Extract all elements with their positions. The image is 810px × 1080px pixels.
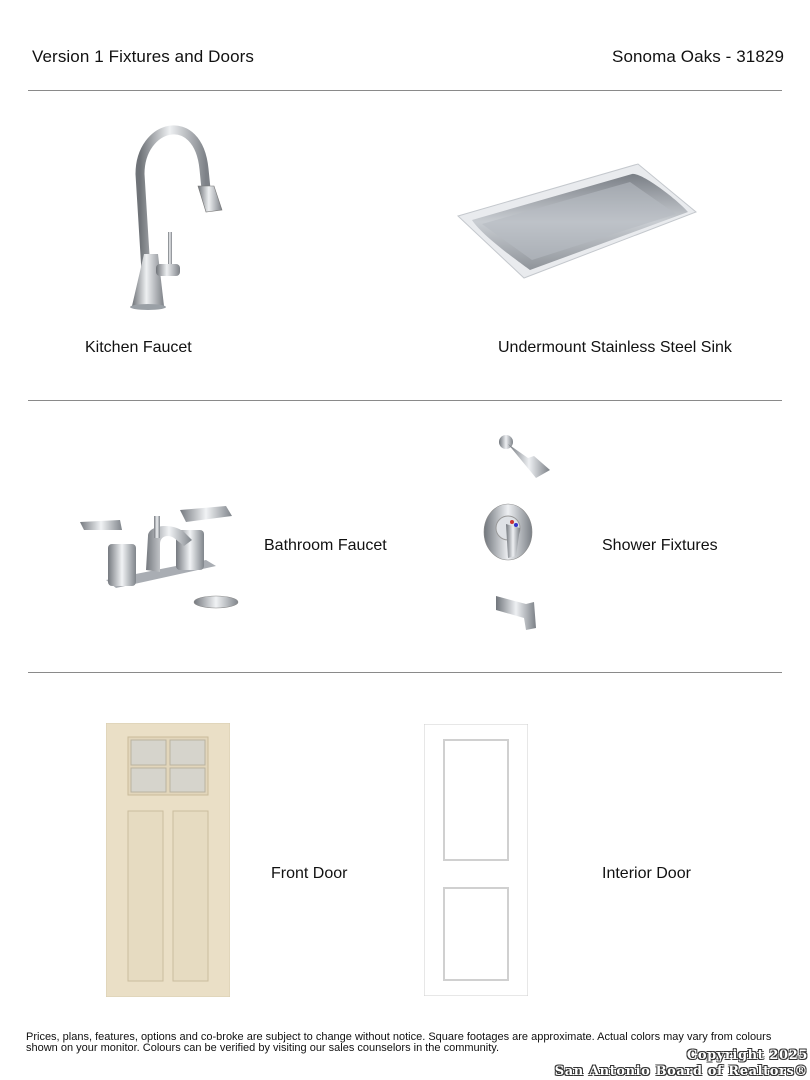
disclaimer: Prices, plans, features, options and co-broke are subject to change without notice. Square footages are approximate. Actual colors may vary from colours shown on your monitor. Colours can be verified by visiting our sales counselors in the community. xyxy=(26,1031,772,1054)
shower-fixtures-label: Shower Fixtures xyxy=(602,537,718,554)
interior-door-label: Interior Door xyxy=(602,865,691,882)
community-name: Sonoma Oaks - 31829 xyxy=(612,47,784,66)
sink-label: Undermount Stainless Steel Sink xyxy=(498,339,732,356)
shower-fixtures-image xyxy=(476,428,556,638)
kitchen-faucet-image xyxy=(118,114,228,312)
bathroom-faucet-image xyxy=(76,500,246,616)
sink-image xyxy=(452,160,702,285)
front-door-label: Front Door xyxy=(271,865,348,882)
copyright-watermark: Copyright 2025 xyxy=(686,1048,808,1063)
page-title: Version 1 Fixtures and Doors xyxy=(32,47,255,66)
kitchen-faucet-label: Kitchen Faucet xyxy=(85,339,192,356)
divider xyxy=(28,400,782,401)
bathroom-faucet-label: Bathroom Faucet xyxy=(264,537,387,554)
divider xyxy=(28,90,782,91)
realtors-watermark: San Antonio Board of Realtors® xyxy=(554,1064,808,1079)
front-door-image xyxy=(106,723,230,997)
divider xyxy=(28,672,782,673)
interior-door-image xyxy=(424,724,528,996)
